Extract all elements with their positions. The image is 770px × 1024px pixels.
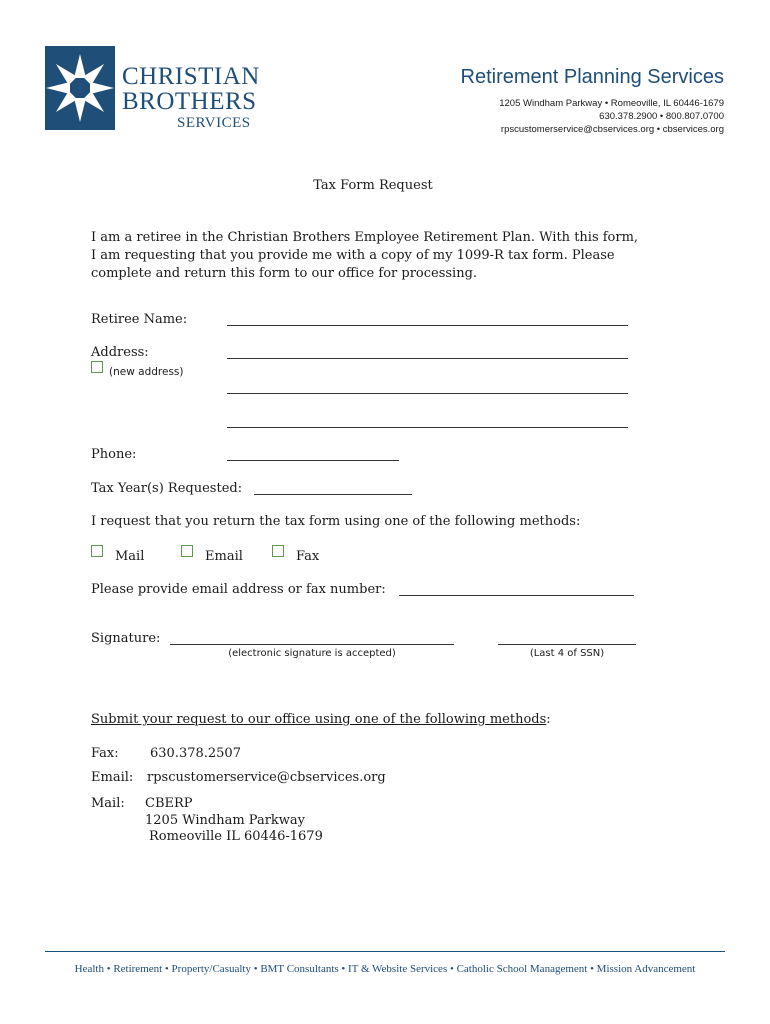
address-field-line-1[interactable] [227, 346, 628, 359]
email-option-label: Email [205, 549, 243, 564]
mail-label: Mail: [91, 796, 125, 811]
header-web: rpscustomerservice@cbservices.org • cbservices.org [500, 124, 724, 135]
fax-number: 630.378.2507 [150, 746, 241, 761]
method-prompt: I request that you return the tax form using one of the following methods: [91, 514, 581, 529]
ssn-note: (Last 4 of SSN) [529, 648, 605, 659]
mail-checkbox[interactable] [91, 545, 103, 557]
phone-field[interactable] [227, 448, 399, 461]
email-fax-field[interactable] [399, 583, 634, 596]
intro-line-3: complete and return this form to our office for processing. [91, 266, 478, 281]
email-label: Email: [91, 770, 134, 785]
header-phones: 630.378.2900 • 800.807.0700 [599, 111, 724, 122]
intro-line-2: I am requesting that you provide me with a copy of my 1099-R tax form. Please [91, 248, 615, 263]
phone-label: Phone: [91, 447, 137, 462]
star-logo-icon [45, 46, 115, 130]
logo-line-3: SERVICES [177, 115, 251, 131]
fax-checkbox[interactable] [272, 545, 284, 557]
footer-divider [45, 951, 725, 952]
logo-mark [45, 46, 115, 130]
email-address: rpscustomerservice@cbservices.org [147, 770, 386, 785]
fax-option-label: Fax [296, 549, 320, 564]
logo-line-2: BROTHERS [122, 88, 257, 115]
intro-paragraph [91, 229, 638, 283]
retiree-name-field[interactable] [227, 313, 628, 326]
address-field-line-2[interactable] [227, 381, 628, 394]
tax-year-label: Tax Year(s) Requested: [91, 481, 243, 496]
logo-wordmark [122, 64, 260, 132]
mail-option-label: Mail [115, 549, 145, 564]
fax-label: Fax: [91, 746, 119, 761]
new-address-checkbox[interactable] [91, 361, 103, 373]
ssn-field[interactable] [498, 632, 636, 645]
signature-note: (electronic signature is accepted) [228, 648, 396, 659]
submit-heading-text: Submit your request to our office using one of the following methods [91, 712, 547, 727]
intro-line-1: I am a retiree in the Christian Brothers Employee Retirement Plan. With this form, [91, 230, 639, 245]
signature-label: Signature: [91, 631, 161, 646]
submit-heading [91, 712, 551, 727]
mail-line-2: 1205 Windham Parkway [145, 812, 306, 828]
submit-heading-colon: : [546, 712, 551, 727]
page-title: Tax Form Request [313, 178, 433, 193]
email-checkbox[interactable] [181, 545, 193, 557]
tax-year-field[interactable] [254, 482, 412, 495]
email-fax-prompt: Please provide email address or fax number: [91, 582, 386, 597]
signature-field[interactable] [170, 632, 454, 645]
address-label: Address: [91, 345, 149, 360]
mail-address [145, 796, 323, 846]
header-title: Retirement Planning Services [460, 66, 724, 88]
new-address-label: (new address) [109, 366, 184, 378]
logo-line-1: CHRISTIAN [122, 63, 260, 90]
retiree-name-label: Retiree Name: [91, 312, 188, 327]
mail-line-1: CBERP [145, 796, 193, 811]
mail-line-3: Romeoville IL 60446-1679 [149, 829, 323, 844]
address-field-line-3[interactable] [227, 415, 628, 428]
header-address: 1205 Windham Parkway • Romeoville, IL 60446-1679 [499, 98, 724, 109]
footer-services: Health • Retirement • Property/Casualty • BMT Consultants • IT & Website Services • Catholic School Management • Mission Advancement [74, 963, 696, 975]
